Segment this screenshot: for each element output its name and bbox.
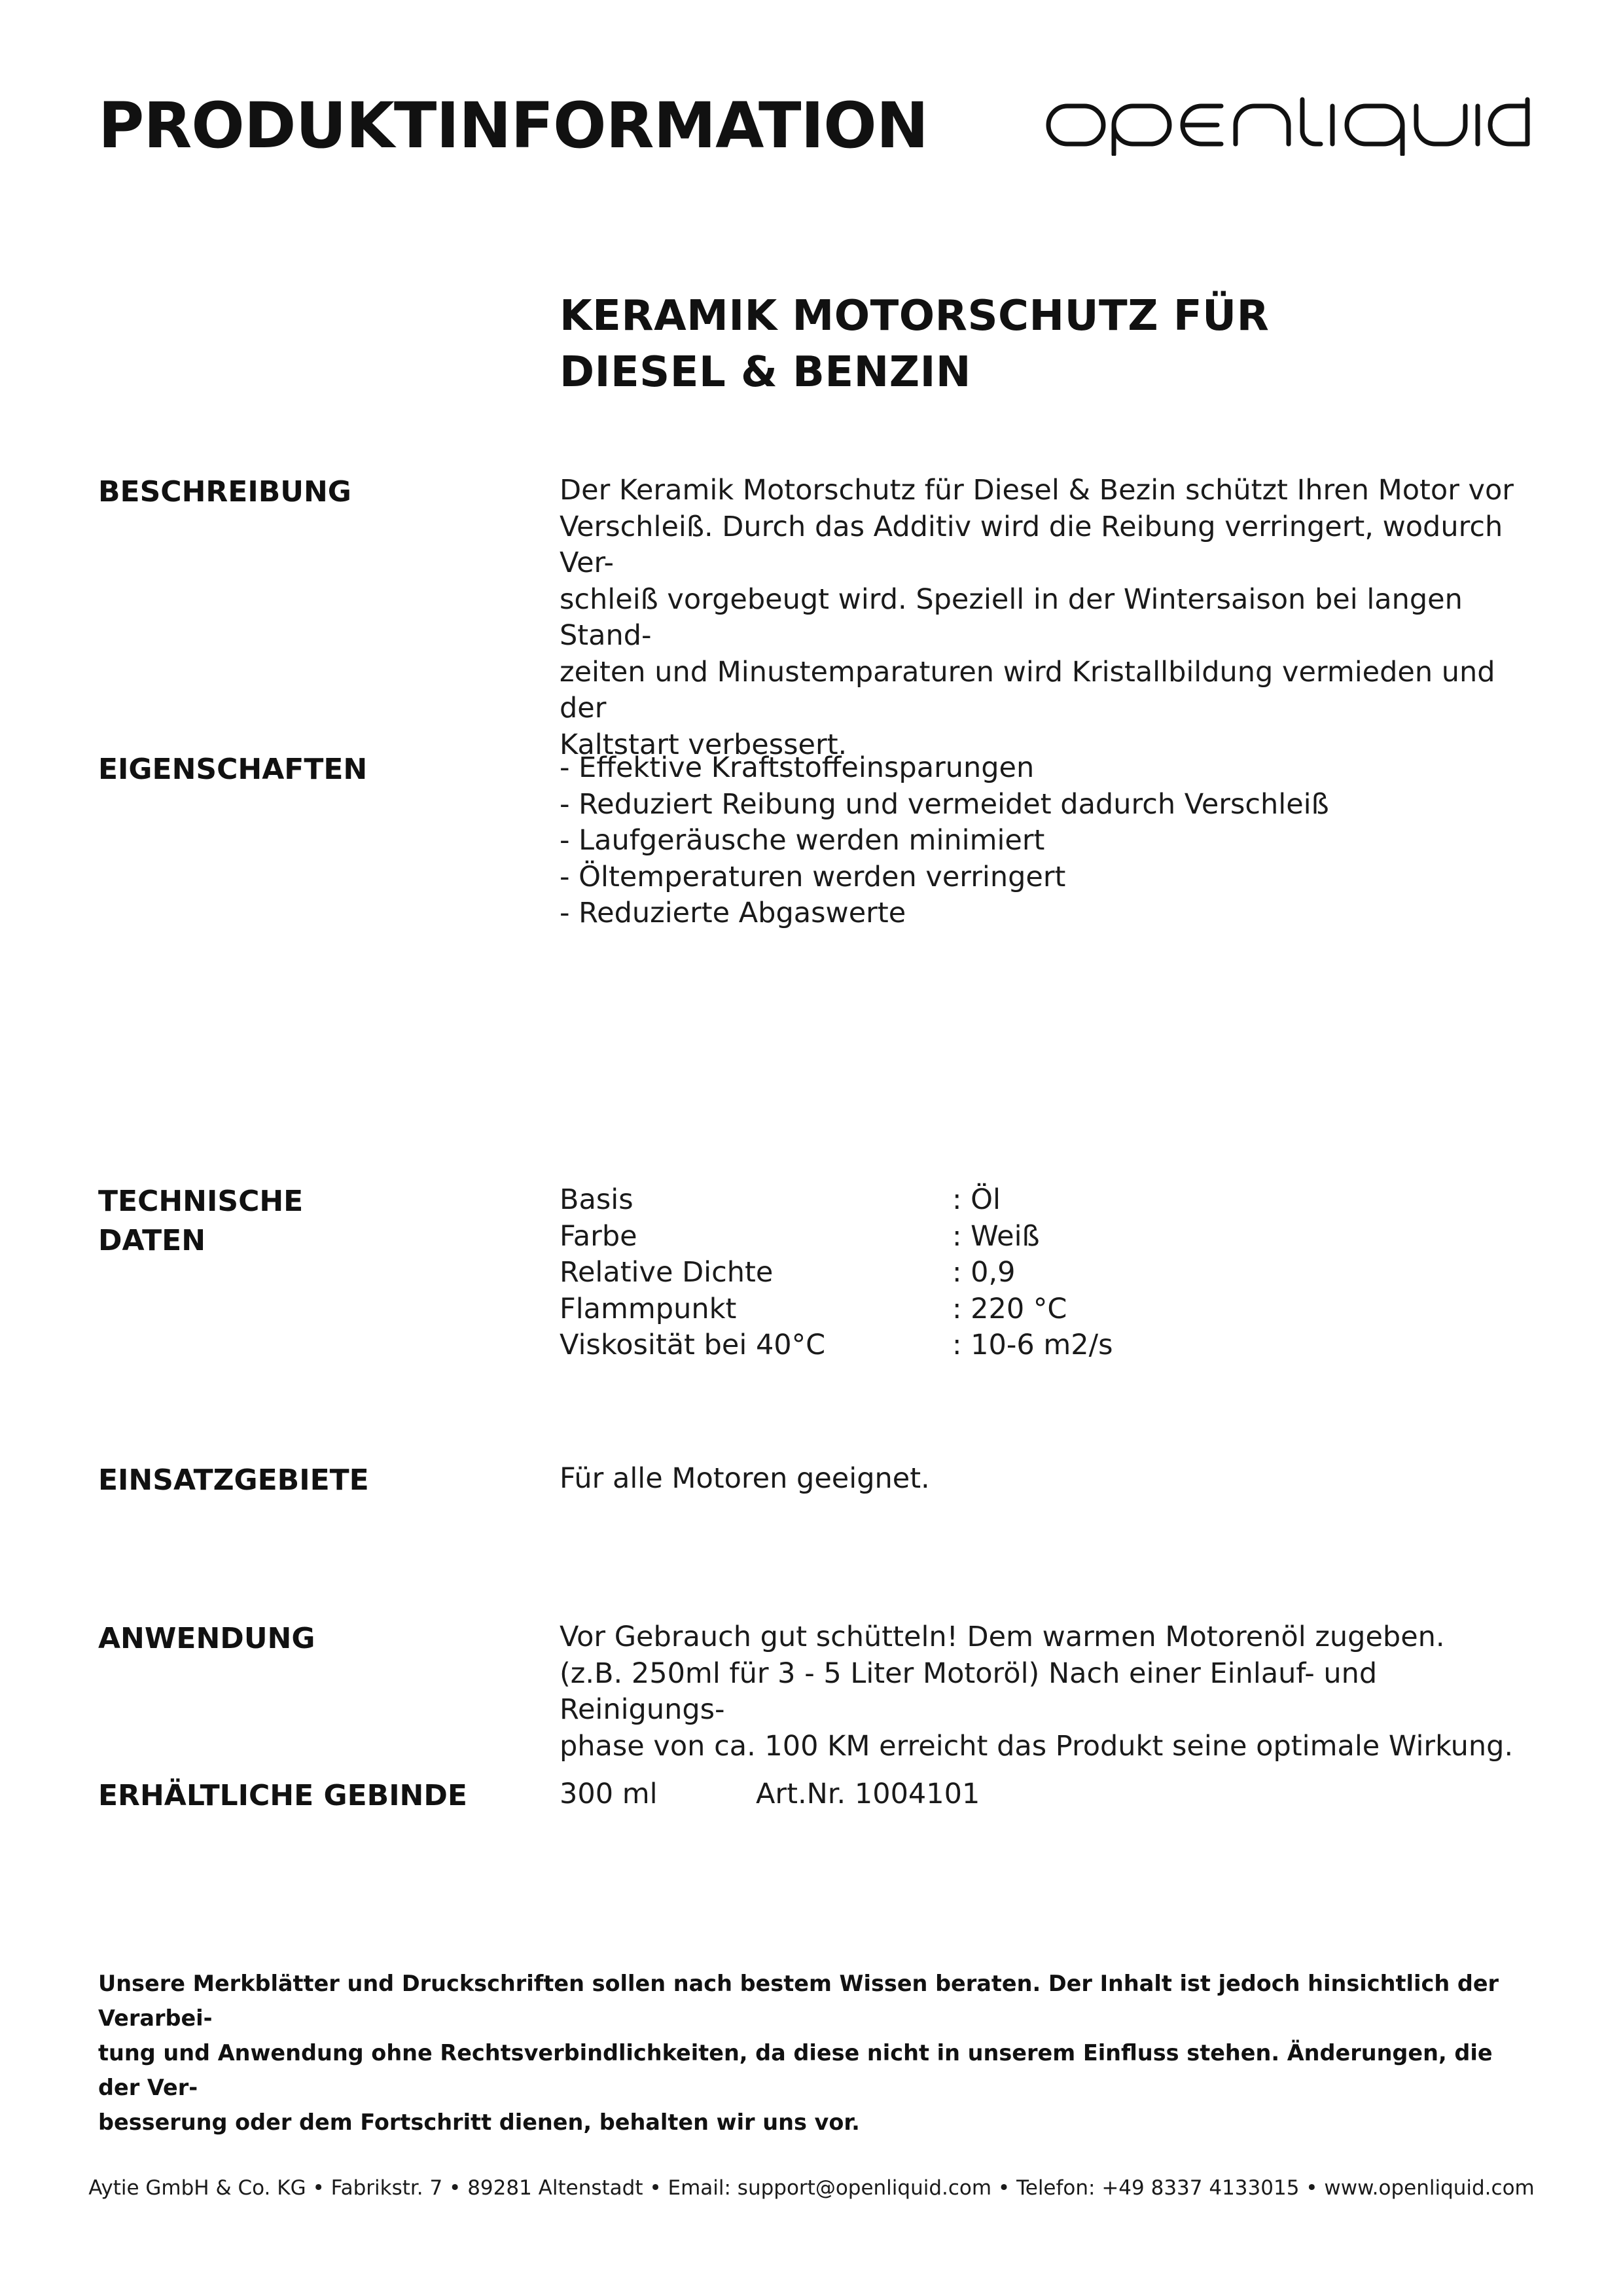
section-label-line: DATEN: [98, 1224, 206, 1257]
eigenschaften-list: [560, 750, 1528, 932]
list-item: - Öltemperaturen werden verringert: [560, 860, 1066, 893]
table-row: [560, 1182, 1113, 1219]
gebinde-info: [560, 1776, 980, 1813]
beschreibung-line: Verschleiß. Durch das Additiv wird die Reibung verringert, wodurch Ver-: [560, 510, 1503, 579]
beschreibung-line: schleiß vorgebeugt wird. Speziell in der Wintersaison bei langen Stand-: [560, 583, 1463, 652]
section-label-beschreibung: BESCHREIBUNG: [98, 475, 351, 509]
list-item: - Reduzierte Abgaswerte: [560, 897, 906, 929]
section-label-einsatzgebiete: EINSATZGEBIETE: [98, 1463, 369, 1497]
disclaimer-line: Unsere Merkblätter und Druckschriften sollen nach bestem Wissen beraten. Der Inhalt ist jedoch hinsichtlich der Verarbei-: [98, 1971, 1499, 2031]
openliquid-logo: [1046, 97, 1530, 156]
beschreibung-line: Der Keramik Motorschutz für Diesel & Bezin schützt Ihren Motor vor: [560, 474, 1514, 507]
table-value: : 220 °C: [952, 1292, 1067, 1325]
section-label-gebinde: ERHÄLTLICHE GEBINDE: [98, 1779, 467, 1812]
table-key: Flammpunkt: [560, 1292, 737, 1325]
table-key: Basis: [560, 1183, 633, 1216]
table-value: : 10-6 m2/s: [952, 1329, 1113, 1361]
table-row: [560, 1327, 1113, 1364]
anwendung-line: phase von ca. 100 KM erreicht das Produkt seine optimale Wirkung.: [560, 1729, 1514, 1763]
gebinde-article-number: Art.Nr. 1004101: [756, 1778, 980, 1810]
technische-daten-table: [560, 1182, 1113, 1364]
table-value: : Öl: [952, 1183, 1001, 1216]
table-key: Viskosität bei 40°C: [560, 1329, 826, 1361]
anwendung-line: Vor Gebrauch gut schütteln! Dem warmen Motorenöl zugeben.: [560, 1621, 1445, 1653]
beschreibung-line: zeiten und Minustemparaturen wird Kristallbildung vermieden und der: [560, 655, 1495, 725]
table-value: : Weiß: [952, 1219, 1040, 1253]
table-row: [560, 1255, 1113, 1291]
footer-contact: Aytie GmbH & Co. KG • Fabrikstr. 7 • 89281 Altenstadt • Email: support@openliquid.com • Telefon: +49 8337 4133015 • www.openliquid.com: [88, 2176, 1535, 2200]
disclaimer-line: tung und Anwendung ohne Rechtsverbindlichkeiten, da diese nicht in unserem Einfluss stehen. Änderungen, die der Ver-: [98, 2040, 1493, 2100]
section-label-technische-daten: [98, 1182, 303, 1261]
page-title: PRODUKTINFORMATION: [98, 89, 929, 162]
list-item: - Reduziert Reibung und vermeidet dadurch Verschleiß: [560, 787, 1329, 821]
beschreibung-text: [560, 473, 1528, 763]
list-item: - Effektive Kraftstoffeinsparungen: [560, 751, 1035, 784]
section-label-eigenschaften: EIGENSCHAFTEN: [98, 753, 368, 786]
product-title-line-1: KERAMIK MOTORSCHUTZ FÜR: [560, 292, 1270, 340]
table-key: Farbe: [560, 1219, 637, 1253]
einsatzgebiete-text: Für alle Motoren geeignet.: [560, 1462, 930, 1495]
list-item: - Laufgeräusche werden minimiert: [560, 824, 1045, 857]
gebinde-volume: 300 ml: [560, 1778, 658, 1810]
table-row: [560, 1219, 1113, 1255]
table-key: Relative Dichte: [560, 1256, 774, 1289]
beschreibung-line: Kaltstart verbessert.: [560, 728, 847, 761]
section-label-anwendung: ANWENDUNG: [98, 1622, 315, 1655]
disclaimer: [98, 1966, 1531, 2140]
table-value: : 0,9: [952, 1256, 1016, 1289]
section-label-line: TECHNISCHE: [98, 1185, 304, 1218]
product-title-line-2: DIESEL & BENZIN: [560, 348, 971, 397]
product-title: [560, 288, 1269, 401]
anwendung-line: (z.B. 250ml für 3 - 5 Liter Motoröl) Nach einer Einlauf- und Reinigungs-: [560, 1657, 1378, 1726]
disclaimer-line: besserung oder dem Fortschritt dienen, behalten wir uns vor.: [98, 2109, 860, 2135]
anwendung-text: [560, 1619, 1528, 1765]
table-row: [560, 1291, 1113, 1328]
